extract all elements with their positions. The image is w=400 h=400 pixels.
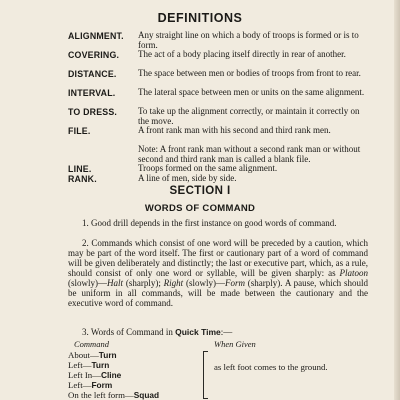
definition-text: The lateral space between men or units on the same alignment. — [138, 87, 365, 97]
definition-note: Note: A front rank man without a second rank man or without second and third rank man is called a blank file. — [138, 144, 361, 164]
definition-term: TO DRESS. — [68, 107, 118, 117]
command-text: Left— — [68, 380, 92, 390]
paragraph-3-prefix: 3. Words of Command in — [82, 327, 176, 337]
command-executive: Cline — [100, 370, 122, 380]
definition-text: Any straight line on which a body of troops is formed or is to form. — [138, 30, 359, 50]
definition-term: RANK. — [68, 174, 97, 184]
command-text: About— — [68, 350, 99, 360]
paragraph-3 — [68, 327, 368, 337]
command-executive: Turn — [91, 360, 110, 370]
definition-text: To take up the alignment correctly, or maintain it correctly on the move. — [138, 106, 360, 126]
paragraph-3-suffix: :— — [220, 327, 233, 337]
paragraph-2: 2. Commands which consist of one word will be preceded by a caution, which may be part of the word itself. The first or cautionary part of a word of command will be given deliberately and distinctly; the last or executive part, which, as a rule, should consist of only one word or syllable, will be given sharply: as Platoon (slowly)—Halt (sharply); Right (slowly)—Form (sharply). A pause, which should be uniform in all commands, will be made between the cautionary and the executive word of command. — [68, 238, 368, 308]
when-given-text: as left foot comes to the ground. — [214, 362, 328, 372]
definition-text: A line of men, side by side. — [138, 173, 237, 183]
definition-term: COVERING. — [68, 50, 120, 60]
command-executive: Form — [91, 380, 113, 390]
section-subheading: WORDS OF COMMAND — [144, 203, 256, 214]
command-line — [68, 390, 159, 400]
definition-term: LINE. — [68, 164, 92, 174]
command-text: Left In— — [68, 370, 101, 380]
definition-term: DISTANCE. — [68, 69, 117, 79]
section-heading: SECTION I — [169, 185, 231, 197]
definition-term: ALIGNMENT. — [68, 31, 124, 41]
command-line — [68, 370, 121, 380]
command-line — [68, 350, 117, 360]
definition-text: A front rank man with his second and third rank men. — [138, 125, 331, 135]
definitions-heading: DEFINITIONS — [157, 11, 243, 25]
column-heading-command: Command — [74, 339, 109, 349]
definition-term: FILE. — [68, 126, 91, 136]
command-executive: Squad — [133, 390, 160, 400]
definition-text: The act of a body placing itself directly in rear of another. — [138, 49, 346, 59]
command-text: On the left form— — [68, 390, 134, 400]
definition-term: INTERVAL. — [68, 88, 116, 98]
paragraph-3-emphasis: Quick Time — [175, 327, 221, 337]
page-edge — [394, 0, 400, 400]
column-heading-when: When Given — [214, 339, 256, 349]
command-text: Left— — [68, 360, 92, 370]
definition-text: The space between men or bodies of troops from front to rear. — [138, 68, 361, 78]
definition-text: Troops formed on the same alignment. — [138, 163, 278, 173]
command-line — [68, 380, 112, 390]
command-line — [68, 360, 109, 370]
bracket-group-1 — [203, 351, 208, 399]
command-executive: Turn — [98, 350, 117, 360]
paragraph-1: 1. Good drill depends in the first instance on good words of command. — [82, 218, 337, 228]
